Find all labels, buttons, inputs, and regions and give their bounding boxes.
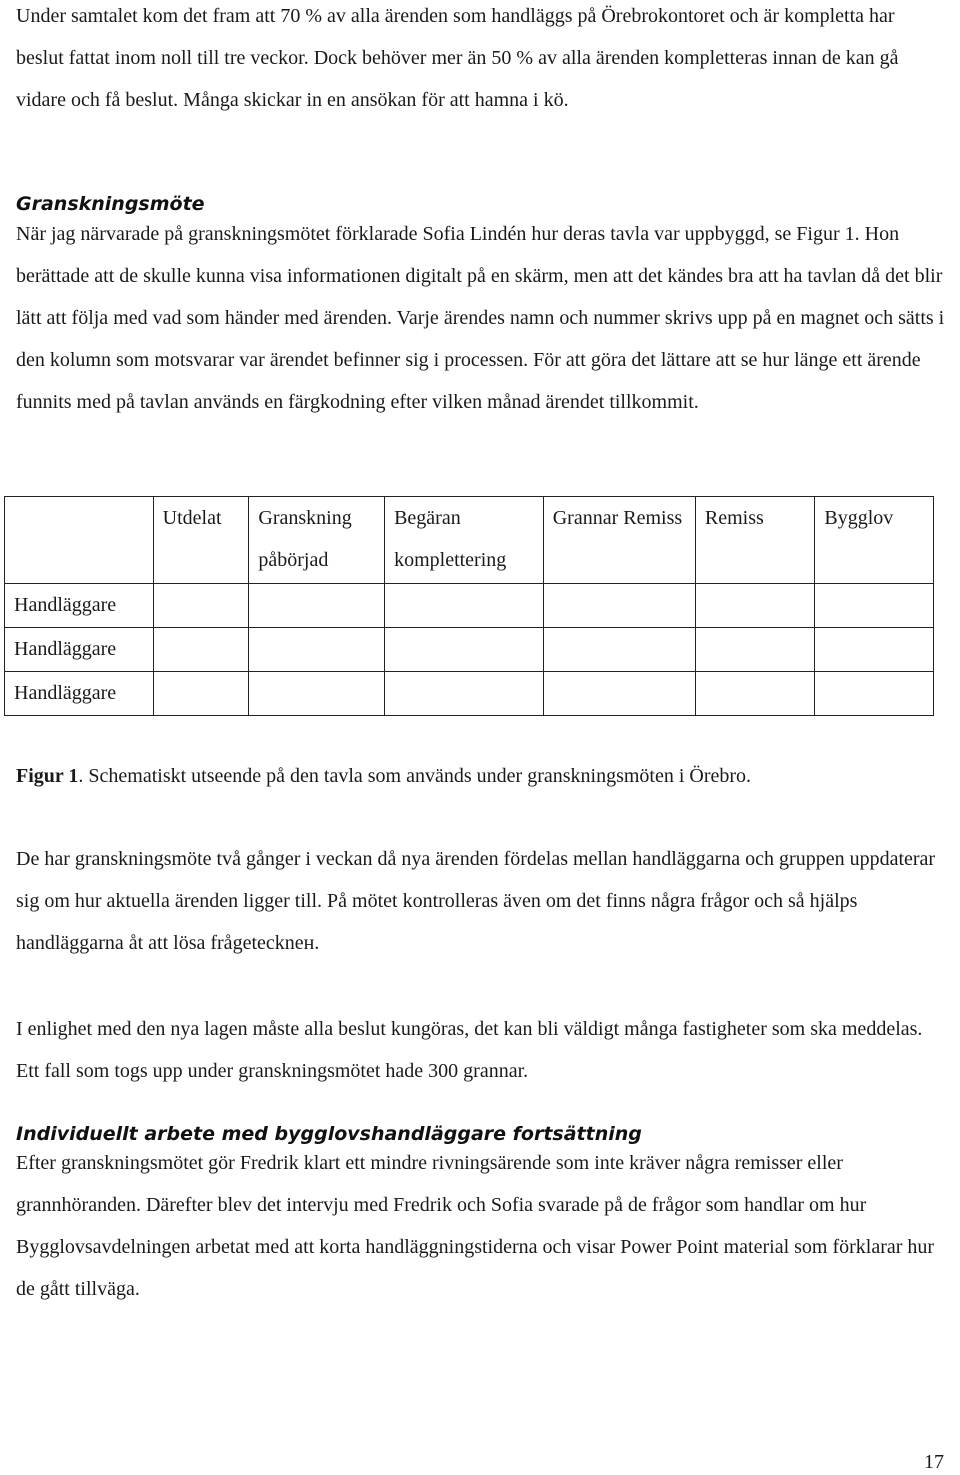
board-cell: [543, 628, 695, 672]
section-heading-individuellt: Individuellt arbete med bygglovshandläggare fortsättning: [16, 1123, 642, 1145]
board-cell: [543, 584, 695, 628]
board-cell: [153, 584, 249, 628]
board-cell: [249, 628, 385, 672]
board-column-header: Bygglov: [815, 497, 934, 584]
board-cell: [695, 584, 814, 628]
intro-paragraph: Under samtalet kom det fram att 70 % av alla ärenden som handläggs på Örebrokontoret och är kompletta har beslut fattat inom noll till tre veckor. Dock behöver mer än 50 % av alla ärenden kompletteras innan de kan gå vidare och få beslut. Många skickar in en ansökan för att hamna i kö.: [16, 5, 899, 111]
board-cell: [695, 672, 814, 716]
board-row-label: Handläggare: [5, 584, 154, 628]
board-table: [4, 496, 934, 716]
figure-caption: [16, 755, 751, 797]
board-cell: [249, 672, 385, 716]
board-row-label: Handläggare: [5, 672, 154, 716]
board-cell: [153, 672, 249, 716]
board-column-header: Utdelat: [153, 497, 249, 584]
board-cell: [815, 584, 934, 628]
figure-caption-text: . Schematiskt utseende på den tavla som används under granskningsmöten i Örebro.: [78, 765, 752, 787]
board-cell: [543, 672, 695, 716]
figure-label: Figur 1: [16, 765, 79, 787]
kungora-paragraph: I enlighet med den nya lagen måste alla beslut kungöras, det kan bli väldigt många fastigheter som ska meddelas. Ett fall som togs upp under granskningsmötet hade 300 grannar.: [16, 1018, 923, 1082]
board-column-header: Remiss: [695, 497, 814, 584]
page-number: 17: [924, 1451, 944, 1473]
board-column-header: Grannar Remiss: [543, 497, 695, 584]
board-column-header: Granskning påbörjad: [249, 497, 385, 584]
board-cell: [385, 584, 544, 628]
granskning-paragraph: När jag närvarade på granskningsmötet förklarade Sofia Lindén hur deras tavla var uppbyggd, se Figur 1. Hon berättade att de skulle kunna visa informationen digitalt på en skärm, men att det kändes bra att ha tavlan då det blir lätt att följa med vad som händer med ärenden. Varje ärendes namn och nummer skrivs upp på en magnet och sätts i den kolumn som motsvarar var ärendet befinner sig i processen. För att göra det lättare att se hur länge ett ärende funnits med på tavlan används en färgkodning efter vilken månad ärendet tillkommit.: [16, 223, 945, 413]
board-cell: [815, 672, 934, 716]
board-row: [5, 672, 934, 716]
board-header-row: [5, 497, 934, 584]
board-cell: [385, 628, 544, 672]
board-row-label: Handläggare: [5, 628, 154, 672]
board-cell: [249, 584, 385, 628]
board-row: [5, 584, 934, 628]
meetings-paragraph: De har granskningsmöte två gånger i veckan då nya ärenden fördelas mellan handläggarna och gruppen uppdaterar sig om hur aktuella ärenden ligger till. På mötet kontrolleras även om det finns några frågor och så hjälps handläggarna åt att lösa frågeteckneн.: [16, 848, 936, 954]
board-column-header: Begäran komplettering: [385, 497, 544, 584]
fredrik-paragraph: Efter granskningsmötet gör Fredrik klart ett mindre rivningsärende som inte kräver några remisser eller grannhöranden. Därefter blev det intervju med Fredrik och Sofia svarade på de frågor som handlar om hur Bygglovsavdelningen arbetat med att korta handläggningstiderna och visar Power Point material som förklarar hur de gått tillväga.: [16, 1152, 935, 1300]
board-cell: [815, 628, 934, 672]
board-corner-cell: [5, 497, 154, 584]
board-cell: [695, 628, 814, 672]
board-row: [5, 628, 934, 672]
board-cell: [385, 672, 544, 716]
section-heading-granskningsmote: Granskningsmöte: [16, 193, 205, 215]
board-cell: [153, 628, 249, 672]
